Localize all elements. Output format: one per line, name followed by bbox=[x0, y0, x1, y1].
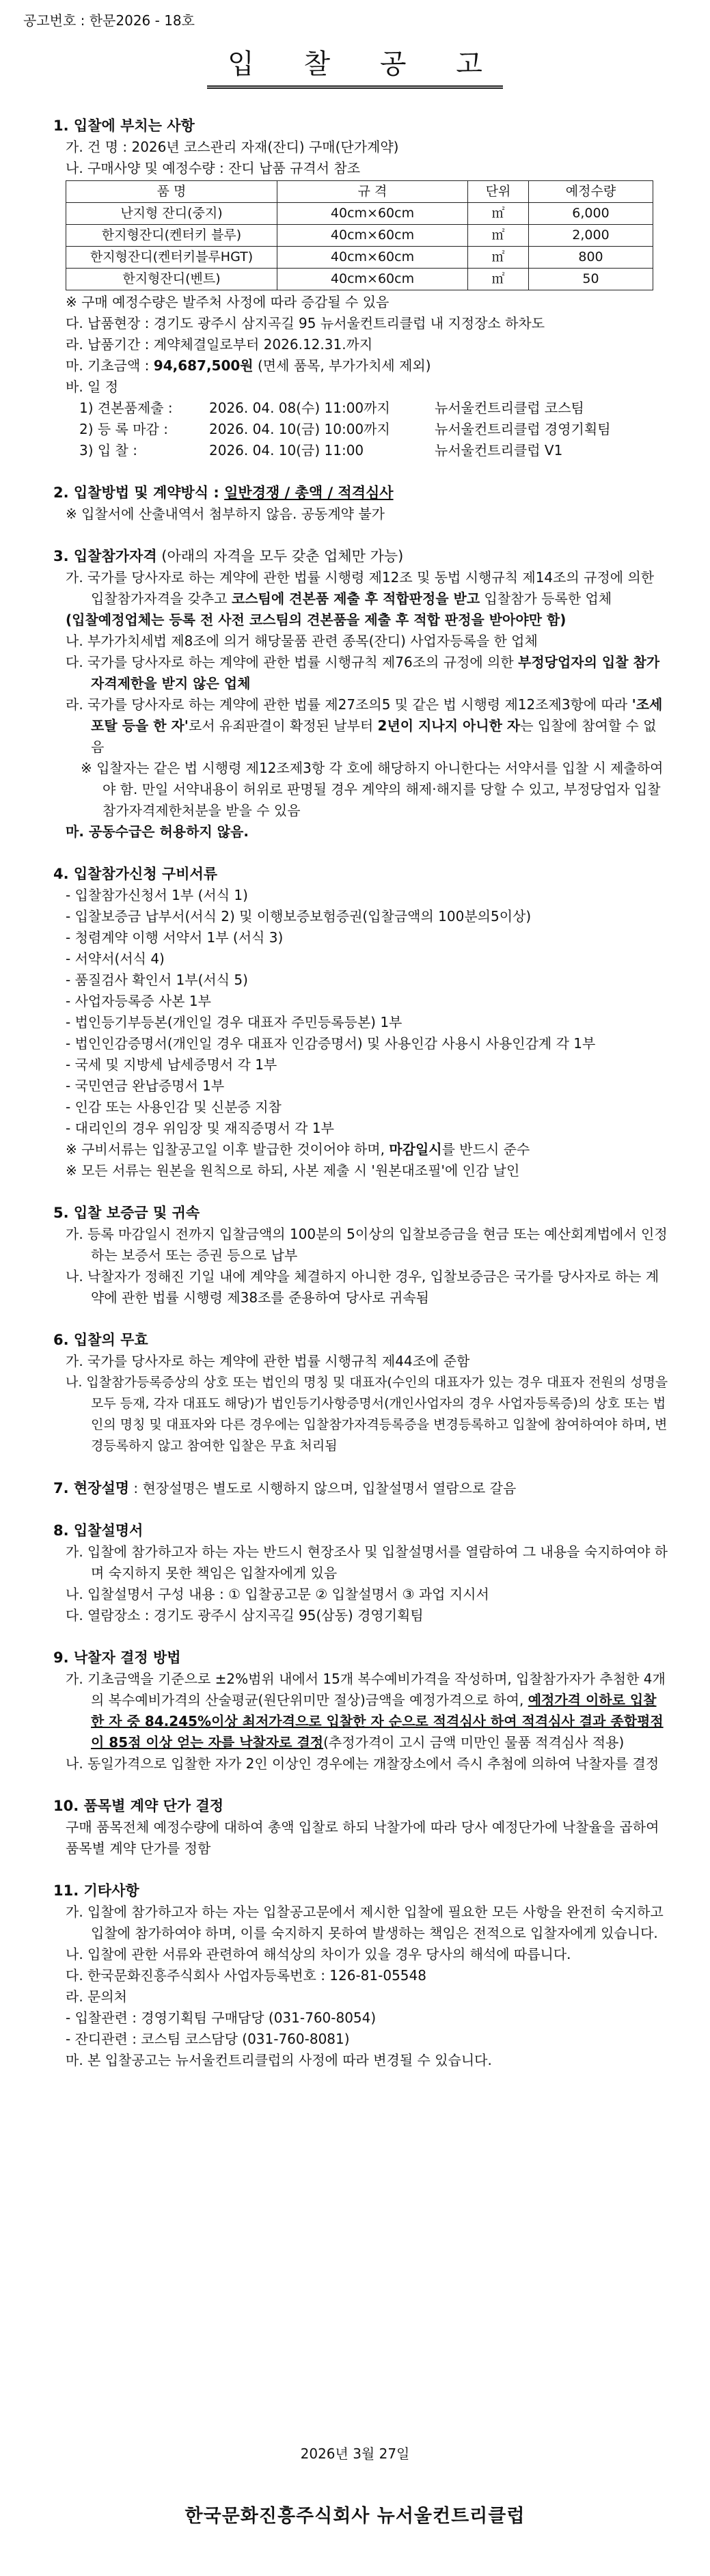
section-10 bbox=[53, 1795, 668, 1859]
table-cell: 800 bbox=[529, 247, 653, 269]
spec-table bbox=[66, 180, 653, 290]
list-item: - 청렴계약 이행 서약서 1부 (서식 3) bbox=[66, 929, 284, 946]
table-cell: 난지형 잔디(중지) bbox=[66, 203, 277, 225]
method-note: ※ 입찰서에 산출내역서 첨부하지 않음. 공동계약 불가 bbox=[66, 506, 385, 522]
notice-number: 공고번호 : 한문2026 - 18호 bbox=[23, 12, 195, 29]
site-briefing bbox=[53, 1477, 668, 1499]
table-row bbox=[66, 203, 653, 225]
table-row bbox=[66, 225, 653, 247]
text: (추정가격이 고시 금액 미만인 물품 적격심사 적용) bbox=[323, 1734, 625, 1751]
item-a: 가. 국가를 당사자로 하는 계약에 관한 법률 시행규칙 제44조에 준함 bbox=[66, 1353, 470, 1369]
section-4 bbox=[53, 863, 668, 1181]
item-e: 마. 본 입찰공고는 뉴서울컨트리클럽의 사정에 따라 변경될 수 있습니다. bbox=[66, 2052, 492, 2068]
section-1 bbox=[53, 115, 668, 461]
schedule-label: 2) 등 록 마감 : bbox=[79, 421, 168, 437]
item-b: 나. 부가가치세법 제8조에 의거 해당물품 관련 종목(잔디) 사업자등록을 한 업체 bbox=[66, 633, 538, 649]
schedule-place: 뉴서울컨트리클럽 코스팀 bbox=[435, 400, 584, 416]
page-title: 입 찰 공 고 bbox=[207, 40, 503, 89]
unit-price-text: 구매 품목전체 예정수량에 대하여 총액 입찰로 하되 낙찰가에 따라 당사 예정단가에 낙찰율을 곱하여 품목별 계약 단가를 정함 bbox=[66, 1819, 659, 1856]
list-item: - 인감 또는 사용인감 및 신분증 지참 bbox=[66, 1099, 282, 1115]
table-cell: ㎡ bbox=[468, 247, 529, 269]
item-b: 나. 입찰참가등록증상의 상호 또는 법인의 명칭 및 대표자(수인의 대표자가 있는 경우 대표자 전원의 성명을 모두 등재, 각자 대표도 해당)가 법인등기사항증명서(개인사업자의 경우 사업자등록증)의 상호 또는 법인의 명칭 및 대표자와 다른 경우에는 입찰참가자격등록증을 변경등록하고 입찰에 참여하여야 하며, 변경등록하지 않고 참여한 입찰은 무효 처리됨 bbox=[66, 1375, 668, 1453]
item-d bbox=[53, 694, 668, 758]
item-a: 가. 건 명 : 2026년 코스관리 자재(잔디) 구매(단가계약) bbox=[66, 139, 399, 155]
notice-date: 2026년 3월 27일 bbox=[300, 2445, 410, 2462]
text: 를 반드시 준수 bbox=[441, 1141, 530, 1157]
contact-bid: - 입찰관련 : 경영기획팀 구매담당 (031-760-8054) bbox=[66, 2010, 377, 2026]
item-b: 나. 입찰에 관한 서류와 관련하여 해석상의 차이가 있을 경우 당사의 해석에 따릅니다. bbox=[66, 1946, 571, 1962]
section-5 bbox=[53, 1202, 668, 1308]
text: 로서 유죄판결이 확정된 날부터 bbox=[188, 717, 378, 734]
list-item: - 국세 및 지방세 납세증명서 각 1부 bbox=[66, 1056, 277, 1073]
section-7 bbox=[53, 1477, 668, 1499]
column-header: 규 격 bbox=[277, 181, 468, 203]
table-cell: 40cm×60cm bbox=[277, 225, 468, 247]
documents-note: ※ 모든 서류는 원본을 원칙으로 하되, 사본 제출 시 '원본대조필'에 인감 날인 bbox=[66, 1162, 520, 1179]
schedule-date: 2026. 04. 08(수) 11:00까지 bbox=[209, 400, 390, 416]
schedule-label: 1) 견본품제출 : bbox=[79, 400, 173, 416]
list-item: - 국민연금 완납증명서 1부 bbox=[66, 1078, 225, 1094]
bid-method: 일반경쟁 / 총액 / 적격심사 bbox=[224, 484, 394, 501]
section-2 bbox=[53, 482, 668, 525]
item-c: 다. 납품현장 : 경기도 광주시 삼지곡길 95 뉴서울컨트리클럽 내 지정장소 하차도 bbox=[66, 315, 545, 331]
text: 는 입찰에 참여할 수 없음 bbox=[91, 717, 657, 755]
list-item: - 법인인감증명서(개인일 경우 대표자 인감증명서) 및 사용인감 사용시 사용인감계 각 1부 bbox=[66, 1035, 596, 1052]
documents-note bbox=[53, 1139, 668, 1160]
item-b: 나. 동일가격으로 입찰한 자가 2인 이상인 경우에는 개찰장소에서 즉시 추첨에 의하여 낙찰자를 결정 bbox=[66, 1755, 659, 1772]
item-c bbox=[53, 652, 668, 694]
table-cell: ㎡ bbox=[468, 203, 529, 225]
section-heading: 8. 입찰설명서 bbox=[53, 1522, 144, 1539]
column-header: 단위 bbox=[468, 181, 529, 203]
table-cell: ㎡ bbox=[468, 225, 529, 247]
section-6 bbox=[53, 1329, 668, 1457]
text: 다. 국가를 당사자로 하는 계약에 관한 법률 시행규칙 제76조의 규정에 의한 bbox=[66, 654, 519, 670]
item-f: 바. 일 정 bbox=[66, 379, 119, 395]
section-heading: 10. 품목별 계약 단가 결정 bbox=[53, 1798, 224, 1814]
section-11 bbox=[53, 1880, 668, 2071]
item-d-note: ※ 입찰자는 같은 법 시행령 제12조제3항 각 호에 해당하지 아니한다는 서약서를 입찰 시 제출하여야 함. 만일 서약내용이 허위로 판명될 경우 계약의 해제·해지를 당할 수 있고, 부정당업자 입찰참가자격제한처분을 받을 수 있음 bbox=[81, 760, 664, 819]
item-d: 라. 문의처 bbox=[66, 1988, 127, 2005]
section-heading: 1. 입찰에 부치는 사항 bbox=[53, 118, 195, 134]
table-header-row bbox=[66, 181, 653, 203]
table-row bbox=[66, 269, 653, 290]
text: ※ 구비서류는 입찰공고일 이후 발급한 것이어야 하며, bbox=[66, 1141, 390, 1157]
item-b: 나. 구매사양 및 예정수량 : 잔디 납품 규격서 참조 bbox=[66, 160, 361, 176]
item-b: 나. 입찰설명서 구성 내용 : ① 입찰공고문 ② 입찰설명서 ③ 과업 지시서 bbox=[66, 1586, 489, 1602]
section-heading bbox=[53, 482, 668, 504]
item-e: 마. 공동수급은 허용하지 않음. bbox=[66, 823, 249, 840]
item-a: 가. 등록 마감일시 전까지 입찰금액의 100분의 5이상의 입찰보증금을 현금 또는 예산회계법에서 인정하는 보증서 또는 증권 등으로 납부 bbox=[66, 1226, 668, 1263]
item-a-note: (입찰예정업체는 등록 전 사전 코스팀의 견본품을 제출 후 적합 판정을 받아야만 함) bbox=[66, 612, 566, 628]
section-heading: 11. 기타사항 bbox=[53, 1882, 139, 1899]
contact-turf: - 잔디관련 : 코스팀 코스담당 (031-760-8081) bbox=[66, 2031, 350, 2047]
item-a: 가. 입찰에 참가하고자 하는 자는 입찰공고문에서 제시한 입찰에 필요한 모든 사항을 완전히 숙지하고 입찰에 참가하여야 하며, 이를 숙지하지 못하여 발생하는 책임은 전적으로 입찰자에게 있습니다. bbox=[66, 1904, 664, 1941]
table-cell: 2,000 bbox=[529, 225, 653, 247]
notice-body bbox=[53, 115, 668, 2071]
table-cell: 한지형잔디(벤트) bbox=[66, 269, 277, 290]
schedule-row bbox=[53, 440, 668, 461]
table-cell: 50 bbox=[529, 269, 653, 290]
table-cell: 한지형잔디(켄터키 블루) bbox=[66, 225, 277, 247]
section-heading: 9. 낙찰자 결정 방법 bbox=[53, 1649, 181, 1666]
schedule-row bbox=[53, 419, 668, 440]
section-3 bbox=[53, 545, 668, 842]
list-item: - 입찰보증금 납부서(서식 2) 및 이행보증보험증권(입찰금액의 100분의5이상) bbox=[66, 908, 532, 924]
schedule-row bbox=[53, 398, 668, 419]
column-header: 예정수량 bbox=[529, 181, 653, 203]
table-cell: 40cm×60cm bbox=[277, 269, 468, 290]
text: 입찰참가 등록한 업체 bbox=[480, 590, 612, 607]
emphasis: '조세포탈 등을 한 자' bbox=[91, 696, 663, 734]
section-heading: 7. 현장설명 bbox=[53, 1480, 130, 1496]
table-cell: ㎡ bbox=[468, 269, 529, 290]
section-heading: 6. 입찰의 무효 bbox=[53, 1332, 148, 1348]
heading-note: (아래의 자격을 모두 갖춘 업체만 가능) bbox=[156, 548, 404, 564]
table-cell: 40cm×60cm bbox=[277, 203, 468, 225]
organization-name: 한국문화진흥주식회사 뉴서울컨트리클럽 bbox=[185, 2506, 525, 2527]
emphasis: 부정당업자의 입찰 참가 자격제한을 받지 않은 업체 bbox=[91, 654, 660, 691]
item-a: 가. 입찰에 참가하고자 하는 자는 반드시 현장조사 및 입찰설명서를 열람하여 그 내용을 숙지하여야 하며 숙지하지 못한 책임은 입찰자에게 있음 bbox=[66, 1544, 668, 1581]
emphasis: 2년이 지나지 아니한 자 bbox=[377, 717, 521, 734]
item-d: 라. 납품기간 : 계약체결일로부터 2026.12.31.까지 bbox=[66, 336, 373, 353]
list-item: - 법인등기부등본(개인일 경우 대표자 주민등록등본) 1부 bbox=[66, 1014, 402, 1030]
schedule-label: 3) 입 찰 : bbox=[79, 442, 137, 458]
text: 라. 국가를 당사자로 하는 계약에 관한 법률 제27조의5 및 같은 법 시행령 제12조제3항에 따라 bbox=[66, 696, 632, 713]
section-heading bbox=[53, 545, 668, 567]
item-c: 다. 한국문화진흥주식회사 사업자등록번호 : 126-81-05548 bbox=[66, 1967, 426, 1984]
table-cell: 40cm×60cm bbox=[277, 247, 468, 269]
section-9 bbox=[53, 1647, 668, 1775]
item-b: 나. 낙찰자가 정해진 기일 내에 계약을 체결하지 아니한 경우, 입찰보증금은 국가를 당사자로 하는 계약에 관한 법률 시행령 제38조를 준용하여 당사로 귀속됨 bbox=[66, 1268, 659, 1306]
schedule-date: 2026. 04. 10(금) 10:00까지 bbox=[209, 421, 390, 437]
list-item: - 품질검사 확인서 1부(서식 5) bbox=[66, 972, 248, 988]
list-item: - 사업자등록증 사본 1부 bbox=[66, 993, 211, 1009]
section-heading: 5. 입찰 보증금 및 귀속 bbox=[53, 1205, 200, 1221]
item-c: 다. 열람장소 : 경기도 광주시 삼지곡길 95(삼동) 경영기획팀 bbox=[66, 1607, 424, 1623]
heading-text: 2. 입찰방법 및 계약방식 : bbox=[53, 484, 225, 501]
base-amount: 94,687,500원 bbox=[153, 357, 254, 374]
section-heading: 4. 입찰참가신청 구비서류 bbox=[53, 866, 218, 882]
award-criteria: 예정가격 이하로 입찰한 자 중 84.245%이상 최저가격으로 입찰한 자 순으로 적격심사 하여 적격심사 결과 종합평점이 85점 이상 얻는 자를 낙찰자로 결정 bbox=[91, 1692, 664, 1751]
item-a bbox=[53, 1669, 668, 1753]
list-item: - 입찰참가신청서 1부 (서식 1) bbox=[66, 887, 248, 903]
site-briefing-text: : 현장설명은 별도로 시행하지 않으며, 입찰설명서 열람으로 갈음 bbox=[129, 1480, 517, 1496]
quantity-note: ※ 구매 예정수량은 발주처 사정에 따라 증감될 수 있음 bbox=[66, 294, 390, 310]
table-cell: 6,000 bbox=[529, 203, 653, 225]
title-wrap bbox=[0, 40, 710, 89]
column-header: 품 명 bbox=[66, 181, 277, 203]
schedule-place: 뉴서울컨트리클럽 경영기획팀 bbox=[435, 421, 611, 437]
emphasis: 마감일시 bbox=[389, 1141, 442, 1157]
base-amount-label: 마. 기초금액 : bbox=[66, 357, 154, 374]
item-a bbox=[53, 567, 668, 609]
table-row bbox=[66, 247, 653, 269]
text: 가. 국가를 당사자로 하는 계약에 관한 법률 시행령 제12조 및 동법 시행규칙 제14조의 규정에 의한 입찰참가자격을 갖추고 bbox=[66, 569, 655, 607]
table-cell: 한지형잔디(켄터키블루HGT) bbox=[66, 247, 277, 269]
list-item: - 대리인의 경우 위임장 및 재직증명서 각 1부 bbox=[66, 1120, 334, 1136]
section-8 bbox=[53, 1520, 668, 1626]
heading-text: 3. 입찰참가자격 bbox=[53, 548, 157, 564]
schedule-date: 2026. 04. 10(금) 11:00 bbox=[209, 442, 364, 458]
item-e bbox=[53, 355, 668, 376]
schedule-place: 뉴서울컨트리클럽 V1 bbox=[435, 442, 563, 458]
emphasis: 코스팀에 견본품 제출 후 적합판정을 받고 bbox=[231, 590, 480, 607]
list-item: - 서약서(서식 4) bbox=[66, 950, 165, 967]
text: 가. 기초금액을 기준으로 ±2%범위 내에서 15개 복수예비가격을 작성하며, 입찰참가자가 추첨한 4개의 복수예비가격의 산술평균(원단위미만 절상)금액을 예정가격으로 하여, bbox=[66, 1671, 666, 1708]
base-amount-note: (면세 품목, 부가가치세 제외) bbox=[253, 357, 431, 374]
